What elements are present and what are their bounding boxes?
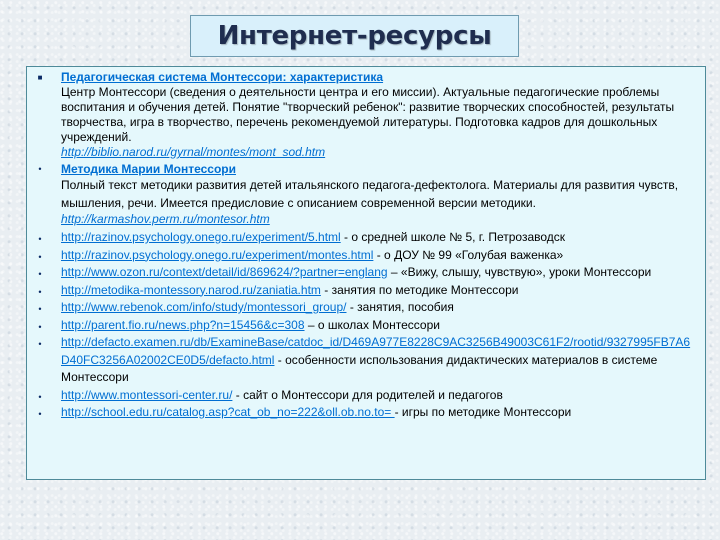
resource-list: [33, 70, 697, 422]
link-description: - занятия по методике Монтессори: [320, 282, 519, 297]
resource-title-link[interactable]: Педагогическая система Монтессори: характеристика: [61, 70, 384, 84]
list-item: [33, 282, 697, 300]
bullet-icon: •: [38, 286, 42, 297]
resource-title-link[interactable]: Методика Марии Монтессори: [61, 162, 236, 176]
resource-url-link[interactable]: http://karmashov.perm.ru/montesor.htm: [61, 212, 270, 226]
link[interactable]: http://razinov.psychology.onego.ru/experiment/5.html: [61, 230, 341, 244]
resource-description: Центр Монтессори (сведения о деятельности центра и его миссии). Актуальные педагогические проблемы воспитания и обучения детей. Понятие "творческий ребенок": развитие творческих способностей, результаты творчества, игра в творчество, перечень рекомендуемой литературы. Подготовка кадров для дошкольных учреждений.: [61, 85, 675, 144]
bullet-icon: •: [38, 409, 42, 419]
link[interactable]: http://parent.fio.ru/news.php?n=15456&c=308: [61, 317, 305, 332]
link-description: - особенности использования дидактических материалов в системе Монтессори: [61, 352, 658, 384]
bullet-icon: •: [38, 164, 42, 174]
list-item: [33, 317, 697, 335]
resource-url-link[interactable]: http://biblio.narod.ru/gyrnal/montes/mont_sod.htm: [61, 145, 326, 159]
list-item: [33, 229, 697, 247]
link[interactable]: http://school.edu.ru/catalog.asp?cat_ob_no=222&oll.ob.no.to=: [61, 405, 395, 419]
list-item: [33, 334, 697, 387]
list-item: [33, 264, 697, 282]
link-description: – «Вижу, слышу, чувствую», уроки Монтессори: [387, 265, 652, 279]
bullet-icon: •: [38, 391, 42, 402]
page-title: Интернет-ресурсы: [217, 21, 492, 51]
bullet-icon: •: [38, 321, 42, 332]
square-bullet-icon: ■: [37, 73, 43, 82]
list-item: [33, 387, 697, 405]
link[interactable]: http://metodika-montessory.narod.ru/zaniatia.htm: [61, 282, 321, 297]
link-description: - о средней школе № 5, г. Петрозаводск: [340, 230, 566, 244]
link[interactable]: http://www.montessori-center.ru/: [61, 387, 233, 402]
title-box: [190, 15, 519, 57]
link-description: - сайт о Монтессори для родителей и педагогов: [232, 387, 503, 402]
resource-description: Полный текст методики развития детей итальянского педагога-дефектолога. Материалы для развития чувств, мышления, речи. Имеется предисловие с описанием современной версии методики.: [61, 178, 679, 210]
resources-panel: [26, 66, 706, 480]
list-item: [33, 162, 697, 227]
link[interactable]: http://www.rebenok.com/info/study/montessori_group/: [61, 300, 347, 314]
link-description: - игры по методике Монтессори: [394, 405, 572, 419]
link-description: - занятия, пособия: [346, 300, 454, 314]
bullet-icon: •: [38, 251, 42, 262]
list-item: [33, 247, 697, 265]
link-description: - о ДОУ № 99 «Голубая важенка»: [373, 247, 564, 262]
bullet-icon: •: [38, 304, 42, 314]
list-item: [33, 404, 697, 422]
list-item: [33, 70, 697, 160]
bullet-icon: •: [38, 269, 42, 279]
bullet-icon: •: [38, 339, 42, 349]
list-item: [33, 299, 697, 317]
link[interactable]: http://defacto.examen.ru/db/ExamineBase/catdoc_id/D469A977E8228C9AC3256B49003C61F2/rootid/9327995FB7A6D40FC3256A02002CE0D5/defacto.html: [61, 335, 691, 367]
link[interactable]: http://razinov.psychology.onego.ru/experiment/montes.html: [61, 247, 374, 262]
bullet-icon: •: [38, 234, 42, 244]
link-description: – о школах Монтессори: [304, 317, 440, 332]
link[interactable]: http://www.ozon.ru/context/detail/id/869624/?partner=englang: [61, 265, 388, 279]
